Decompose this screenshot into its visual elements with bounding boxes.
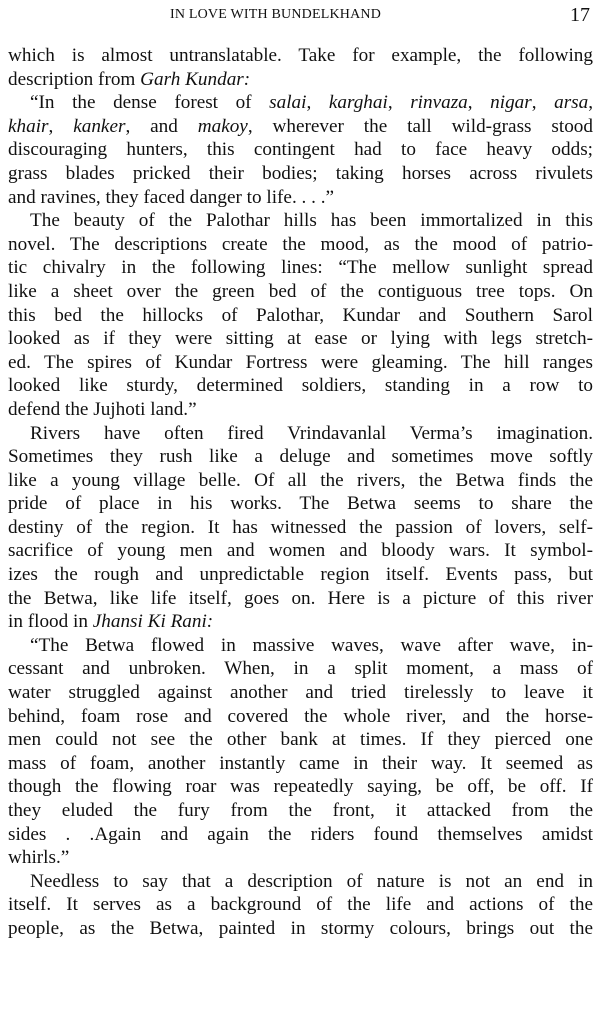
text-run: ed. The spires of Kundar Fortress were gleaming. The hill ranges	[8, 351, 593, 373]
text-run: description from	[8, 68, 141, 90]
text-run: ,	[48, 115, 74, 137]
text-line	[8, 280, 593, 304]
text-line	[8, 422, 593, 446]
italic-text-run: nigar	[490, 92, 532, 114]
text-line	[8, 186, 593, 210]
text-line	[8, 539, 593, 563]
text-line	[8, 91, 593, 115]
text-line	[8, 728, 593, 752]
text-run: destiny of the region. It has witnessed the passion of lovers, self-	[8, 516, 593, 538]
text-line	[8, 445, 593, 469]
text-run: ,	[387, 92, 411, 114]
text-run: defend the Jujhoti land.”	[8, 398, 197, 420]
text-run: Rivers have often fired Vrindavanlal Verma’s imagination.	[30, 422, 593, 444]
italic-text-run: kanker	[73, 115, 126, 137]
text-run: Sometimes they rush like a deluge and sometimes move softly	[8, 446, 593, 468]
paragraph-nature	[8, 870, 593, 941]
text-run: which is almost untranslatable. Take for example, the following	[8, 45, 593, 66]
text-line	[8, 398, 593, 422]
text-line	[8, 115, 593, 139]
text-line	[8, 587, 593, 611]
italic-text-run: khair	[8, 115, 49, 137]
text-run: they eluded the fury from the front, it attacked from the	[8, 800, 593, 821]
text-line	[8, 634, 593, 658]
text-run: izes the rough and unpredictable region itself. Events pass, but	[8, 564, 593, 586]
text-line	[8, 469, 593, 493]
text-run: ,	[588, 92, 594, 114]
text-line	[8, 138, 593, 162]
italic-text-run: rinvaza	[410, 92, 468, 114]
text-run: Needless to say that a description of nature is not an end in	[30, 870, 593, 892]
text-run: ,	[467, 92, 491, 114]
paragraph-continuation	[8, 44, 593, 91]
text-run: this bed the hillocks of Palothar, Kundar and Southern Sarol	[8, 304, 593, 326]
text-run: and ravines, they faced danger to life. . . .”	[8, 186, 335, 208]
text-run: looked as if they were sitting at ease or lying with legs stretch-	[8, 328, 593, 350]
text-run: , wherever the tall wild-grass stood	[247, 115, 593, 137]
text-line	[8, 374, 593, 398]
italic-text-run: salai	[269, 92, 307, 114]
text-line	[8, 327, 593, 351]
text-line	[8, 351, 593, 375]
text-run: mass of foam, another instantly came in their way. It seemed as	[8, 752, 593, 774]
text-run: “In the dense forest of	[30, 92, 270, 114]
italic-text-run: karghai	[328, 92, 388, 114]
paragraph-quotation-jhansi-ki-rani	[8, 634, 593, 870]
running-title: IN LOVE WITH BUNDELKHAND	[170, 7, 382, 22]
text-run: grass blades pricked their bodies; taking horses across rivulets	[8, 162, 593, 184]
italic-text-run: makoy	[197, 115, 248, 137]
text-line	[8, 681, 593, 705]
paragraph-rivers	[8, 422, 593, 634]
text-run: the Betwa, like life itself, goes on. Here is a picture of this river	[8, 587, 593, 609]
text-run: in flood in	[8, 611, 93, 633]
text-run: behind, foam rose and covered the whole river, and the horse-	[8, 705, 593, 727]
text-line	[8, 44, 593, 68]
text-line	[8, 870, 593, 894]
text-run: discouraging hunters, this contingent had to face heavy odds;	[8, 139, 593, 161]
text-run: ,	[306, 92, 329, 114]
text-line	[8, 823, 593, 847]
text-line	[8, 846, 593, 870]
text-run: water struggled against another and tried tirelessly to leave it	[8, 682, 593, 704]
text-run: looked like sturdy, determined soldiers, standing in a row to	[8, 375, 593, 397]
text-line	[8, 304, 593, 328]
text-line	[8, 610, 593, 634]
text-line	[8, 162, 593, 186]
text-run: ,	[531, 92, 555, 114]
text-line	[8, 68, 593, 92]
text-run: itself. It serves as a background of the life and actions of the	[8, 894, 593, 916]
text-line	[8, 799, 593, 823]
text-line	[8, 657, 593, 681]
paragraph-quotation-garh-kundar	[8, 91, 593, 209]
text-line	[8, 492, 593, 516]
page-number: 17	[570, 4, 590, 26]
text-run: cessant and unbroken. When, in a split moment, a mass of	[8, 658, 593, 680]
text-run: , and	[125, 115, 198, 137]
text-run: pride of place in his works. The Betwa seems to share the	[8, 493, 593, 515]
text-line	[8, 209, 593, 233]
text-run: “The Betwa flowed in massive waves, wave after wave, in-	[30, 634, 593, 656]
text-line	[8, 705, 593, 729]
italic-text-run: Jhansi Ki Rani:	[92, 611, 214, 633]
italic-text-run: arsa	[554, 92, 589, 114]
text-run: though the flowing roar was repeatedly saying, be off, be off. If	[8, 776, 593, 798]
paragraph-palothar-hills	[8, 209, 593, 421]
running-head	[0, 4, 600, 26]
text-line	[8, 563, 593, 587]
text-line	[8, 893, 593, 917]
text-run: sacrifice of young men and women and bloody wars. It symbol-	[8, 540, 593, 562]
text-line	[8, 233, 593, 257]
text-run: whirls.”	[8, 847, 70, 869]
text-line	[8, 256, 593, 280]
text-run: like a sheet over the green bed of the contiguous tree tops. On	[8, 280, 593, 302]
text-run: sides . .Again and again the riders found themselves amidst	[8, 823, 593, 845]
text-run: novel. The descriptions create the mood, as the mood of patrio-	[8, 233, 593, 255]
text-line	[8, 917, 593, 941]
text-run: people, as the Betwa, painted in stormy colours, brings out the	[8, 917, 593, 939]
text-run: men could not see the other bank at times. If they pierced one	[8, 729, 593, 751]
text-line	[8, 516, 593, 540]
body-text	[8, 44, 593, 941]
text-run: tic chivalry in the following lines: “The mellow sunlight spread	[8, 257, 593, 279]
text-run: The beauty of the Palothar hills has been immortalized in this	[30, 210, 593, 232]
italic-text-run: Garh Kundar:	[140, 68, 251, 90]
text-line	[8, 775, 593, 799]
text-line	[8, 752, 593, 776]
text-run: like a young village belle. Of all the rivers, the Betwa finds the	[8, 469, 593, 491]
